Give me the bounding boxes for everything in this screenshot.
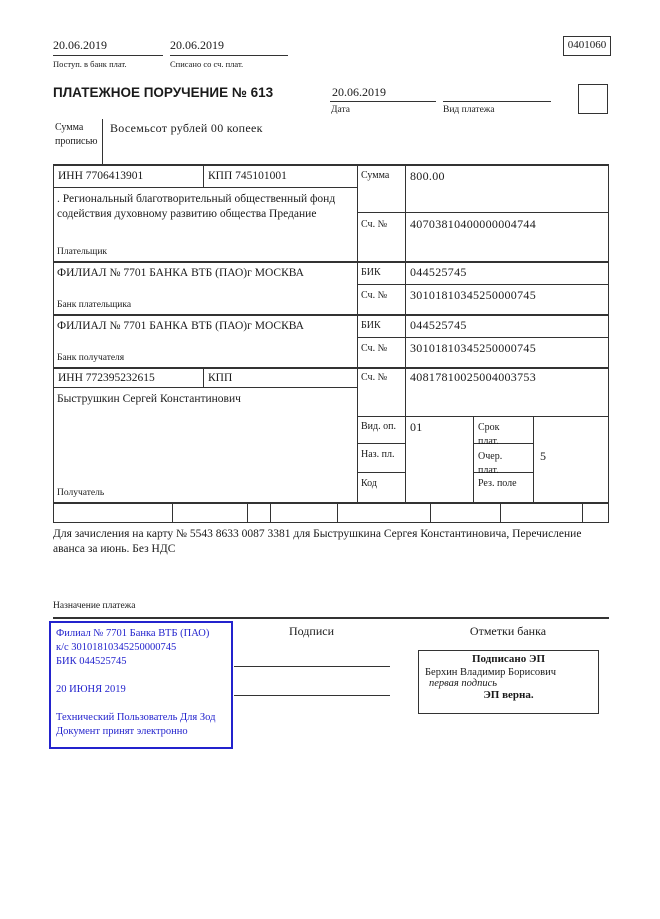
payer-bank-bik-label: БИК (361, 267, 381, 278)
stamp-bank-name: Филиал № 7701 Банка ВТБ (ПАО) (56, 628, 210, 639)
payee-bank-bik: 044525745 (410, 318, 467, 332)
payer-bank-section-label: Банк плательщика (57, 300, 132, 310)
payee-bank-account-label: Сч. № (361, 343, 388, 354)
payer-inn: ИНН 7706413901 (58, 170, 144, 182)
res-field-label: Рез. поле (478, 478, 517, 489)
table-line (53, 502, 609, 504)
purpose-code-label: Наз. пл. (361, 449, 395, 460)
stamp-user: Технический Пользователь Для Зод (56, 712, 216, 723)
table-line (357, 337, 609, 338)
payee-bank-account: 30101810345250000745 (410, 341, 536, 355)
signature-line-2 (234, 695, 390, 696)
payee-bank-section-label: Банк получателя (57, 353, 125, 363)
payer-name: . Региональный благотворительный общественный фонд содействия духовному развитию общества Предание (57, 193, 336, 220)
payment-type-underline (443, 101, 551, 102)
debited-label: Списано со сч. плат. (170, 59, 244, 69)
received-date-underline (53, 55, 163, 56)
signatures-label: Подписи (288, 624, 335, 638)
stamp-date: 20 ИЮНЯ 2019 (56, 684, 126, 695)
stamp-bik: БИК 044525745 (56, 656, 127, 667)
debited-date: 20.06.2019 (170, 38, 224, 52)
payee-kpp-label: КПП (208, 372, 233, 384)
payer-account: 40703810400000004744 (410, 217, 536, 231)
table-line (270, 502, 271, 523)
sum-value: 800.00 (410, 169, 445, 183)
received-in-bank-date: 20.06.2019 (53, 38, 107, 52)
pay-term-label: Срок плат. (478, 422, 500, 447)
table-line (357, 164, 358, 503)
table-line (53, 387, 357, 388)
table-line (53, 367, 609, 369)
payment-purpose-label: Назначение платежа (53, 601, 136, 611)
table-line (203, 164, 204, 188)
date-label: Дата (331, 105, 350, 115)
payee-account: 40817810025004003753 (410, 370, 536, 384)
ep-signed-title: Подписано ЭП (471, 653, 546, 665)
table-line (582, 502, 583, 523)
ep-signature-kind: первая подпись (429, 678, 498, 689)
payer-bank-account-label: Сч. № (361, 290, 388, 301)
payee-bank-bik-label: БИК (361, 320, 381, 331)
code-label: Код (361, 478, 377, 489)
table-line (405, 164, 406, 503)
payer-bank-bik: 044525745 (410, 265, 467, 279)
table-line (357, 472, 405, 473)
payer-section-label: Плательщик (57, 247, 108, 257)
table-line (473, 416, 474, 503)
table-line (357, 416, 609, 417)
bank-electronic-stamp (49, 621, 233, 749)
payee-inn: ИНН 772395232615 (58, 372, 155, 384)
stamp-accepted-note: Документ принят электронно (56, 726, 188, 737)
payee-name: Быструшкин Сергей Константинович (57, 393, 241, 405)
table-line (53, 164, 609, 166)
date-underline (330, 101, 436, 102)
payee-bank-name: ФИЛИАЛ № 7701 БАНКА ВТБ (ПАО)г МОСКВА (57, 320, 304, 332)
table-line (53, 187, 357, 188)
payer-bank-name: ФИЛИАЛ № 7701 БАНКА ВТБ (ПАО)г МОСКВА (57, 267, 304, 279)
pay-order-label: Очер. плат. (478, 451, 503, 476)
electronic-signature-box (418, 650, 599, 714)
received-in-bank-label: Поступ. в банк плат. (53, 59, 127, 69)
bank-marks-label: Отметки банка (469, 624, 547, 638)
ep-signer-name: Берхин Владимир Борисович (425, 667, 556, 678)
table-line (357, 284, 609, 285)
stamp-corr-account: к/с 30101810345250000745 (56, 642, 177, 653)
payer-bank-account: 30101810345250000745 (410, 288, 536, 302)
table-line (357, 212, 609, 213)
table-line (430, 502, 431, 523)
payee-account-label: Сч. № (361, 372, 388, 383)
sum-label: Сумма (361, 170, 390, 181)
form-code-box (563, 36, 611, 56)
amount-in-words-label: Сумма прописью (55, 122, 98, 147)
pay-order-value: 5 (540, 449, 547, 463)
table-line (53, 164, 54, 523)
payee-section-label: Получатель (57, 488, 105, 498)
table-line (53, 261, 609, 263)
form-code: 0401060 (567, 39, 607, 51)
table-line (203, 367, 204, 388)
table-line (247, 502, 248, 523)
debited-date-underline (170, 55, 288, 56)
amount-words-divider (102, 119, 103, 165)
amount-in-words-value: Восемьсот рублей 00 копеек (110, 121, 263, 135)
payment-purpose-text: Для зачисления на карту № 5543 8633 0087 3381 для Быструшкина Сергея Константиновича, Перечисление аванса за июнь. Без НДС (53, 528, 582, 555)
payer-kpp: КПП 745101001 (208, 170, 287, 182)
purpose-separator-line (53, 617, 609, 619)
payment-type-box (578, 84, 608, 114)
table-line (53, 314, 609, 316)
signature-line-1 (234, 666, 390, 667)
table-line (533, 416, 534, 503)
document-title: ПЛАТЕЖНОЕ ПОРУЧЕНИЕ № 613 (53, 85, 274, 100)
table-line (608, 164, 609, 523)
table-line (337, 502, 338, 523)
op-type-label: Вид. оп. (361, 421, 396, 432)
table-line (500, 502, 501, 523)
table-line (357, 443, 405, 444)
table-line (53, 522, 609, 523)
op-type-value: 01 (410, 420, 423, 434)
payer-account-label: Сч. № (361, 219, 388, 230)
document-date: 20.06.2019 (332, 85, 386, 99)
payment-type-label: Вид платежа (443, 105, 495, 115)
ep-verified-text: ЭП верна. (483, 689, 534, 701)
table-line (172, 502, 173, 523)
